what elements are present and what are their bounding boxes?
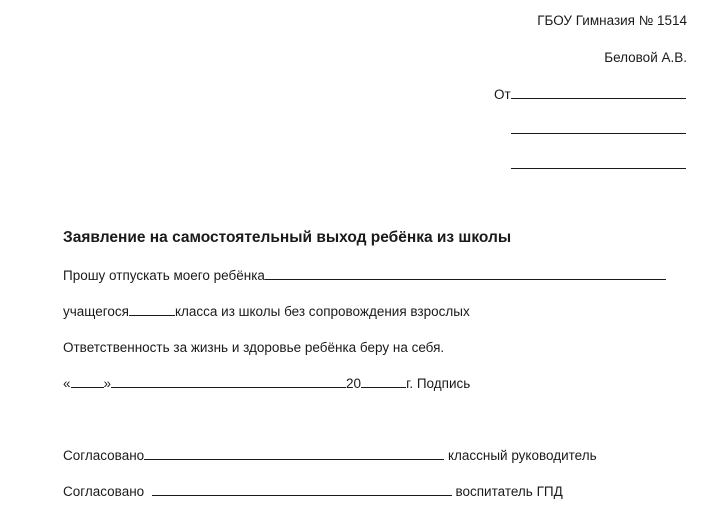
child-name-field[interactable] — [265, 267, 666, 280]
director-name: Беловой А.В. — [604, 50, 687, 65]
date-open-quote: « — [63, 376, 71, 391]
class-text: класса из школы без сопровождения взрослых — [174, 304, 470, 319]
school-name: ГБОУ Гимназия № 1514 — [537, 13, 687, 28]
teacher-signature-field[interactable] — [144, 447, 444, 460]
from-row — [494, 86, 686, 103]
teacher-role: классный руководитель — [447, 448, 597, 463]
child-name-label: Прошу отпускать моего ребёнка — [63, 268, 265, 283]
from-field-3[interactable] — [511, 156, 686, 169]
from-label: От — [494, 87, 511, 102]
gpd-signature-field[interactable] — [152, 483, 452, 496]
approval-gpd-row — [63, 483, 563, 500]
class-row — [63, 303, 470, 320]
responsibility-text: Ответственность за жизнь и здоровье ребёнка беру на себя. — [63, 340, 445, 355]
from-row-2 — [511, 121, 686, 138]
signature-label: г. Подпись — [406, 376, 471, 391]
date-close-quote: » — [103, 376, 112, 391]
month-field[interactable] — [111, 375, 346, 388]
class-field[interactable] — [129, 303, 175, 316]
child-name-row — [63, 267, 666, 284]
student-label: учащегося — [63, 304, 129, 319]
approval-teacher-row — [63, 447, 597, 464]
approval-label: Согласовано — [63, 448, 145, 463]
gpd-role: воспитатель ГПД — [455, 484, 563, 499]
from-field[interactable] — [511, 86, 686, 99]
day-field[interactable] — [71, 375, 104, 388]
year-prefix: 20 — [346, 376, 362, 391]
date-signature-row — [63, 375, 470, 392]
from-row-3 — [511, 156, 686, 173]
from-field-2[interactable] — [511, 121, 686, 134]
approval-label: Согласовано — [63, 484, 145, 499]
document-title: Заявление на самостоятельный выход ребёнка из школы — [63, 229, 512, 246]
year-field[interactable] — [361, 375, 406, 388]
